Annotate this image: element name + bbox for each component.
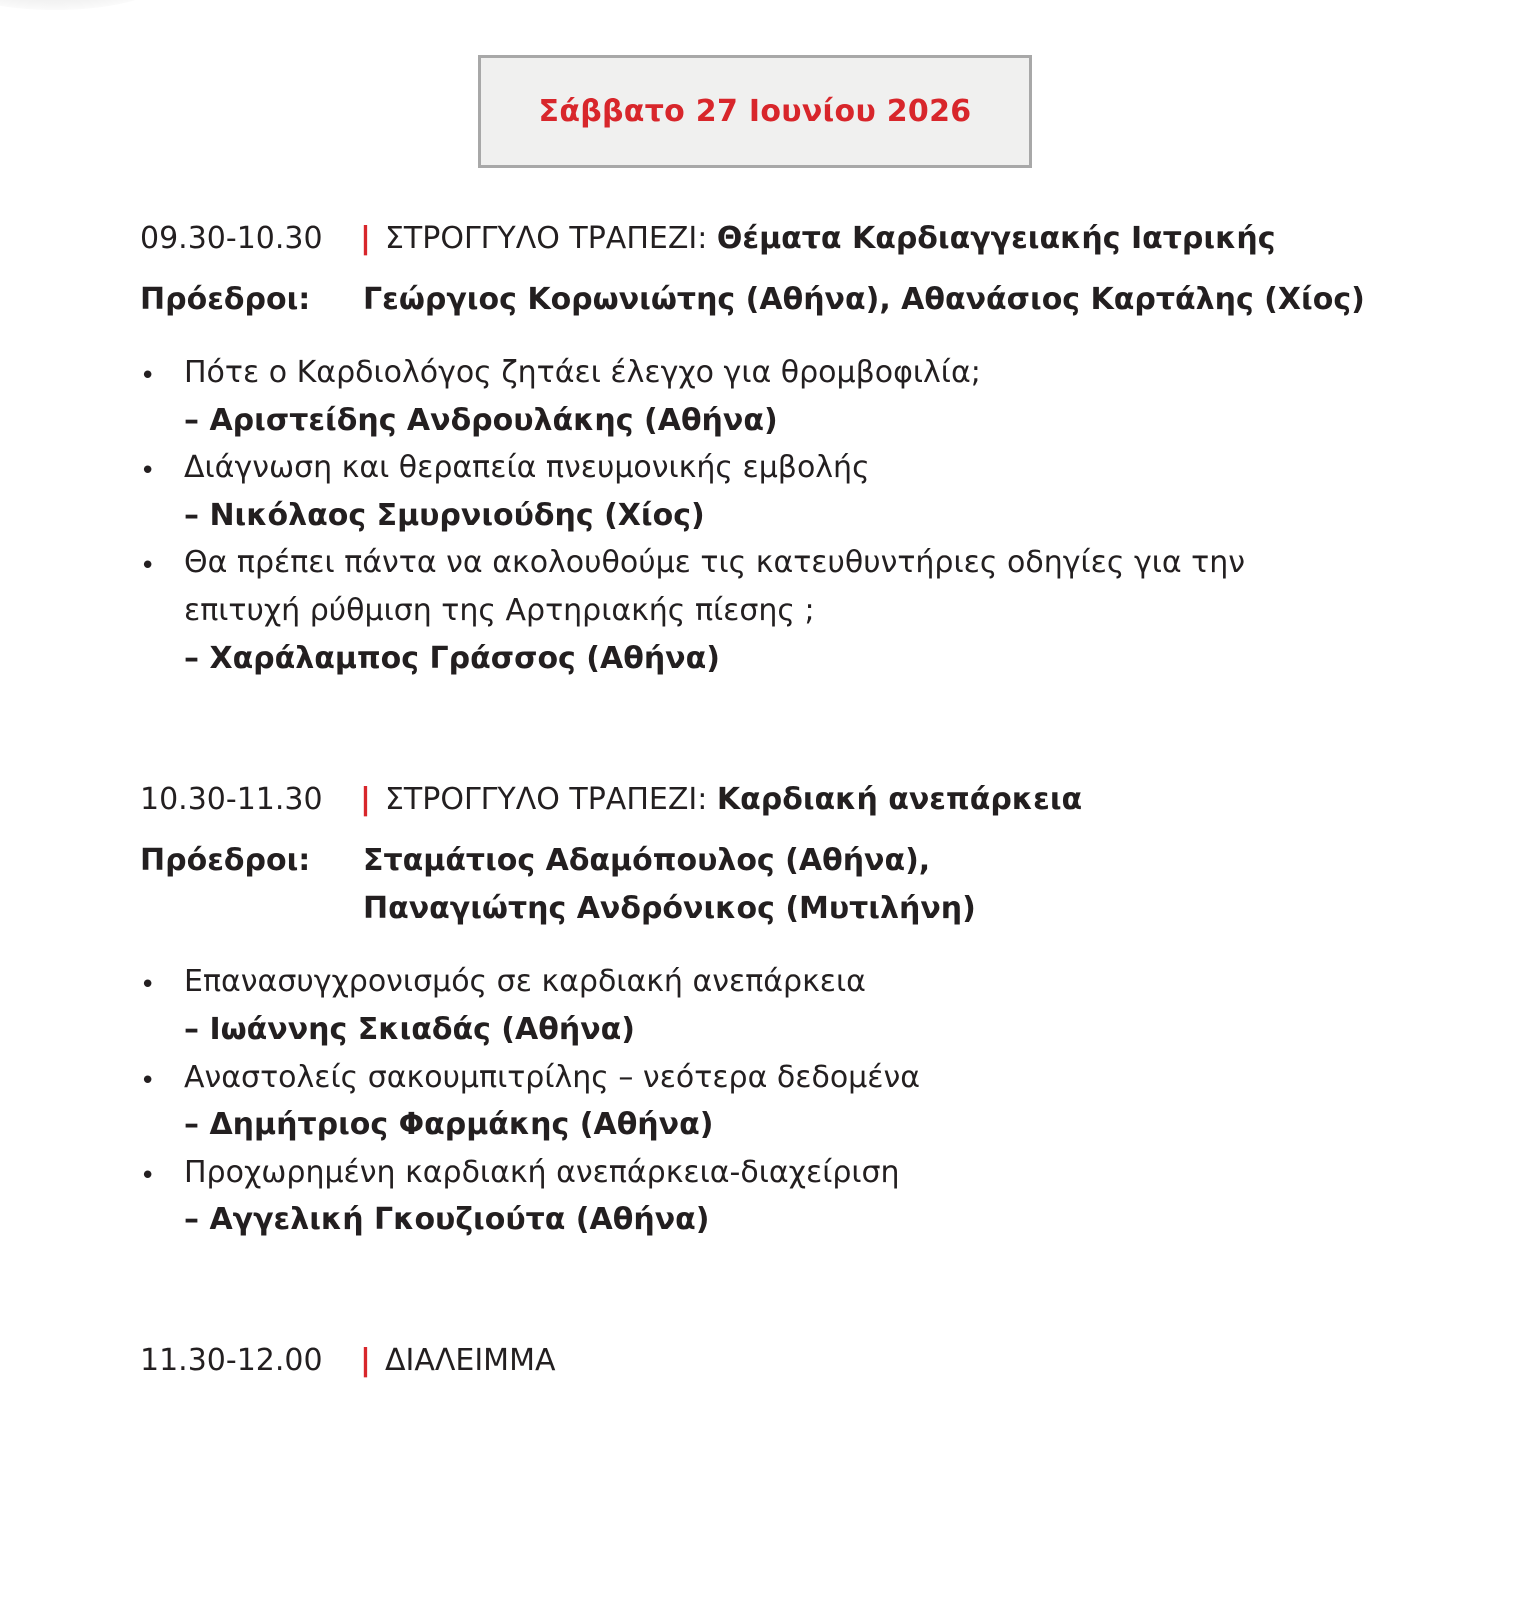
bullet-icon: • xyxy=(140,1161,156,1191)
session-3-time: 11.30-12.00 xyxy=(140,1343,323,1378)
session-3-heading xyxy=(360,1343,555,1379)
talk-2-topic: Διάγνωση και θεραπεία πνευμονικής εμβολής xyxy=(184,450,870,485)
bullet-icon: • xyxy=(140,970,156,1000)
bullet-icon: • xyxy=(140,361,156,391)
separator-bar: | xyxy=(360,221,371,256)
session-2-chairs-line-1: Σταμάτιος Αδαμόπουλος (Αθήνα), xyxy=(363,843,931,878)
talk-2-speaker: – Νικόλαος Σμυρνιούδης (Χίος) xyxy=(184,498,705,533)
bullet-icon: • xyxy=(140,1066,156,1096)
session-2-chairs-label: Πρόεδροι: xyxy=(140,843,311,878)
bullet-icon: • xyxy=(140,456,156,486)
session-2-heading xyxy=(360,782,1082,818)
date-heading: Σάββατο 27 Ιουνίου 2026 xyxy=(538,94,972,129)
session-1-chairs-line-1: Γεώργιος Κορωνιώτης (Αθήνα), Αθανάσιος Καρτάλης (Χίος) xyxy=(363,282,1365,317)
session-1-time: 09.30-10.30 xyxy=(140,221,323,256)
session-1-title: Θέματα Καρδιαγγειακής Ιατρικής xyxy=(716,221,1276,256)
session-2-chairs-line-2: Παναγιώτης Ανδρόνικος (Μυτιλήνη) xyxy=(363,891,976,926)
session-2-title: Καρδιακή ανεπάρκεια xyxy=(716,782,1083,817)
talk-3-topic-line-1: Θα πρέπει πάντα να ακολουθούμε τις κατευθυντήριες οδηγίες για την xyxy=(184,545,1246,580)
talk-4-topic: Επανασυγχρονισμός σε καρδιακή ανεπάρκεια xyxy=(184,964,866,999)
session-2-type: ΣΤΡΟΓΓΥΛΟ ΤΡΑΠΕΖΙ: xyxy=(384,782,708,817)
talk-1-speaker: – Αριστείδης Ανδρουλάκης (Αθήνα) xyxy=(184,403,778,438)
session-1-heading xyxy=(360,221,1276,257)
corner-shadow-decoration xyxy=(0,0,170,10)
talk-5-speaker: – Δημήτριος Φαρμάκης (Αθήνα) xyxy=(184,1107,714,1142)
session-1-chairs-label: Πρόεδροι: xyxy=(140,282,311,317)
session-2-time: 10.30-11.30 xyxy=(140,782,323,817)
talk-5-topic: Αναστολείς σακουμπιτρίλης – νεότερα δεδομένα xyxy=(184,1060,921,1095)
talk-1-topic: Πότε ο Καρδιολόγος ζητάει έλεγχο για θρομβοφιλία; xyxy=(184,355,981,390)
talk-6-topic: Προχωρημένη καρδιακή ανεπάρκεια-διαχείριση xyxy=(184,1155,900,1190)
date-header-box xyxy=(478,55,1032,168)
bullet-icon: • xyxy=(140,551,156,581)
talk-4-speaker: – Ιωάννης Σκιαδάς (Αθήνα) xyxy=(184,1012,635,1047)
session-1-type: ΣΤΡΟΓΓΥΛΟ ΤΡΑΠΕΖΙ: xyxy=(384,221,708,256)
talk-6-speaker: – Αγγελική Γκουζιούτα (Αθήνα) xyxy=(184,1202,710,1237)
session-3-type: ΔΙΑΛΕΙΜΜΑ xyxy=(384,1343,556,1378)
talk-3-topic-line-2: επιτυχή ρύθμιση της Αρτηριακής πίεσης ; xyxy=(184,593,815,628)
talk-3-speaker: – Χαράλαμπος Γράσσος (Αθήνα) xyxy=(184,641,720,676)
separator-bar: | xyxy=(360,782,371,817)
separator-bar: | xyxy=(360,1343,371,1378)
